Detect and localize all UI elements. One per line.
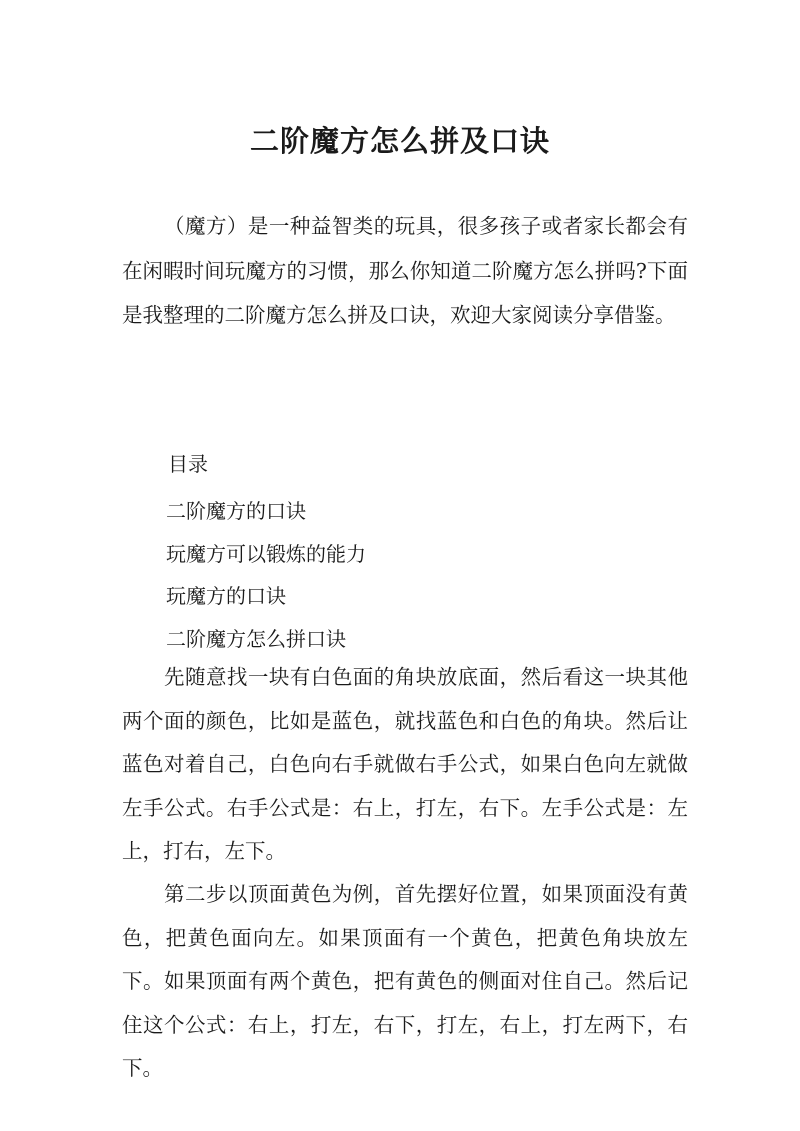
body-paragraph: 第二步以顶面黄色为例，首先摆好位置，如果顶面没有黄色，把黄色面向左。如果顶面有一个黄色，把黄色角块放左下。如果顶面有两个黄色，把有黄色的侧面对住自己。然后记住这个公式：右上，打左，右下，打左，右上，打左两下，右下。 bbox=[122, 882, 688, 1081]
toc-item: 二阶魔方的口诀 bbox=[166, 499, 306, 523]
toc-item: 玩魔方的口诀 bbox=[166, 584, 286, 608]
toc-item: 二阶魔方怎么拼口诀 bbox=[166, 626, 346, 651]
table-of-contents bbox=[166, 490, 366, 660]
intro-paragraph: （魔方）是一种益智类的玩具，很多孩子或者家长都会有在闲暇时间玩魔方的习惯，那么你知道二阶魔方怎么拼吗?下面是我整理的二阶魔方怎么拼及口诀，欢迎大家阅读分享借鉴。 bbox=[122, 214, 688, 327]
body-paragraph: 先随意找一块有白色面的角块放底面，然后看这一块其他两个面的颜色，比如是蓝色，就找蓝色和白色的角块。然后让蓝色对着自己，白色向右手就做右手公式，如果白色向左就做左手公式。右手公式是：右上，打左，右下。左手公式是：左上，打右，左下。 bbox=[122, 665, 688, 864]
toc-item: 玩魔方可以锻炼的能力 bbox=[166, 541, 366, 566]
document-title: 二阶魔方怎么拼及口诀 bbox=[249, 124, 550, 159]
toc-heading: 目录 bbox=[168, 452, 208, 476]
